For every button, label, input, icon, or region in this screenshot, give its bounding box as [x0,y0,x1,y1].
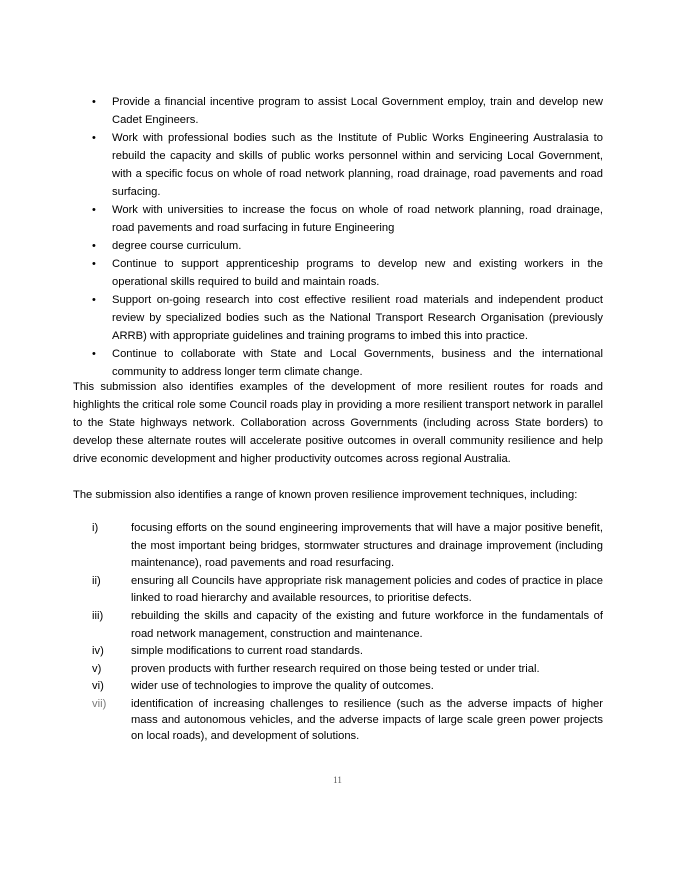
list-item [0,291,603,345]
list-item-text: rebuilding the skills and capacity of the existing and future workforce in the fundamentals of road network management, construction and maintenance. [131,609,603,640]
list-item [0,661,603,679]
techniques-intro-paragraph: The submission also identifies a range of known proven resilience improvement techniques, including: [73,489,578,501]
list-item [0,643,603,661]
bullet-marker: • [92,240,96,252]
bullet-marker: • [92,96,96,108]
bullet-marker: • [92,204,96,216]
list-item [0,345,603,381]
techniques-list [0,520,675,744]
list-item [0,201,603,237]
list-item [0,608,603,643]
list-item-text: Support on-going research into cost effective resilient road materials and independent product review by specialized bodies such as the National Transport Research Organisation (previously ARRB) with appropriate guidelines and training programs to imbed this into practice. [112,294,603,342]
list-item-text: Continue to support apprenticeship programs to develop new and existing workers in the operational skills required to build and maintain roads. [112,258,603,288]
list-item-text: Work with professional bodies such as the Institute of Public Works Engineering Australasia to rebuild the capacity and skills of public works personnel within and servicing Local Government, with a specific focus on whole of road network planning, road drainage, road pavements and road surfacing. [112,132,603,198]
page-number: 11 [333,775,342,785]
list-item [0,255,603,291]
list-item-text: Provide a financial incentive program to assist Local Government employ, train and develop new Cadet Engineers. [112,96,603,126]
list-item [0,237,603,255]
list-numeral: v) [92,662,102,675]
list-numeral: vii) [92,697,107,710]
list-item [0,696,603,744]
list-item [0,93,603,129]
list-item-text: identification of increasing challenges to resilience (such as the adverse impacts of higher mass and autonomous vehicles, and the adverse impacts of large scale green power projects on local roads), and development of solutions. [131,697,603,742]
list-item [0,678,603,696]
list-item-text: degree course curriculum. [112,240,242,252]
list-item-text: proven products with further research required on those being tested or under trial. [131,662,540,675]
bullet-marker: • [92,132,96,144]
list-item-text: Continue to collaborate with State and Local Governments, business and the international community to address longer term climate change. [112,348,603,378]
list-item [0,520,603,573]
bullet-marker: • [92,348,96,360]
list-item [0,573,603,608]
bullet-marker: • [92,258,96,270]
list-numeral: i) [92,522,99,534]
list-numeral: ii) [92,574,101,587]
bullet-marker: • [92,294,96,306]
list-item-text: focusing efforts on the sound engineering improvements that will have a major positive benefit, the most important being bridges, stormwater structures and drainage improvement (including maintenance), road pavements and road resurfacing. [131,522,603,570]
list-item-text: Work with universities to increase the focus on whole of road network planning, road drainage, road pavements and road surfacing in future Engineering [112,204,603,234]
list-numeral: vi) [92,680,104,693]
list-item-text: wider use of technologies to improve the quality of outcomes. [131,680,434,693]
list-item [0,129,603,201]
recommendations-list [0,93,675,381]
list-item-text: ensuring all Councils have appropriate risk management policies and codes of practice in place linked to road hierarchy and available resources, to prioritise defects. [131,574,603,605]
list-numeral: iv) [92,645,104,658]
resilient-routes-paragraph: This submission also identifies examples of the development of more resilient routes for roads and highlights the critical role some Council roads play in providing a more resilient transport network in parallel to the State highways network. Collaboration across Governments (including across State borders) to develop these alternate routes will accelerate positive outcomes in overall community resilience and help drive economic development and higher productivity outcomes across regional Australia. [73,381,603,465]
list-item-text: simple modifications to current road standards. [131,645,363,658]
list-numeral: iii) [92,609,104,622]
